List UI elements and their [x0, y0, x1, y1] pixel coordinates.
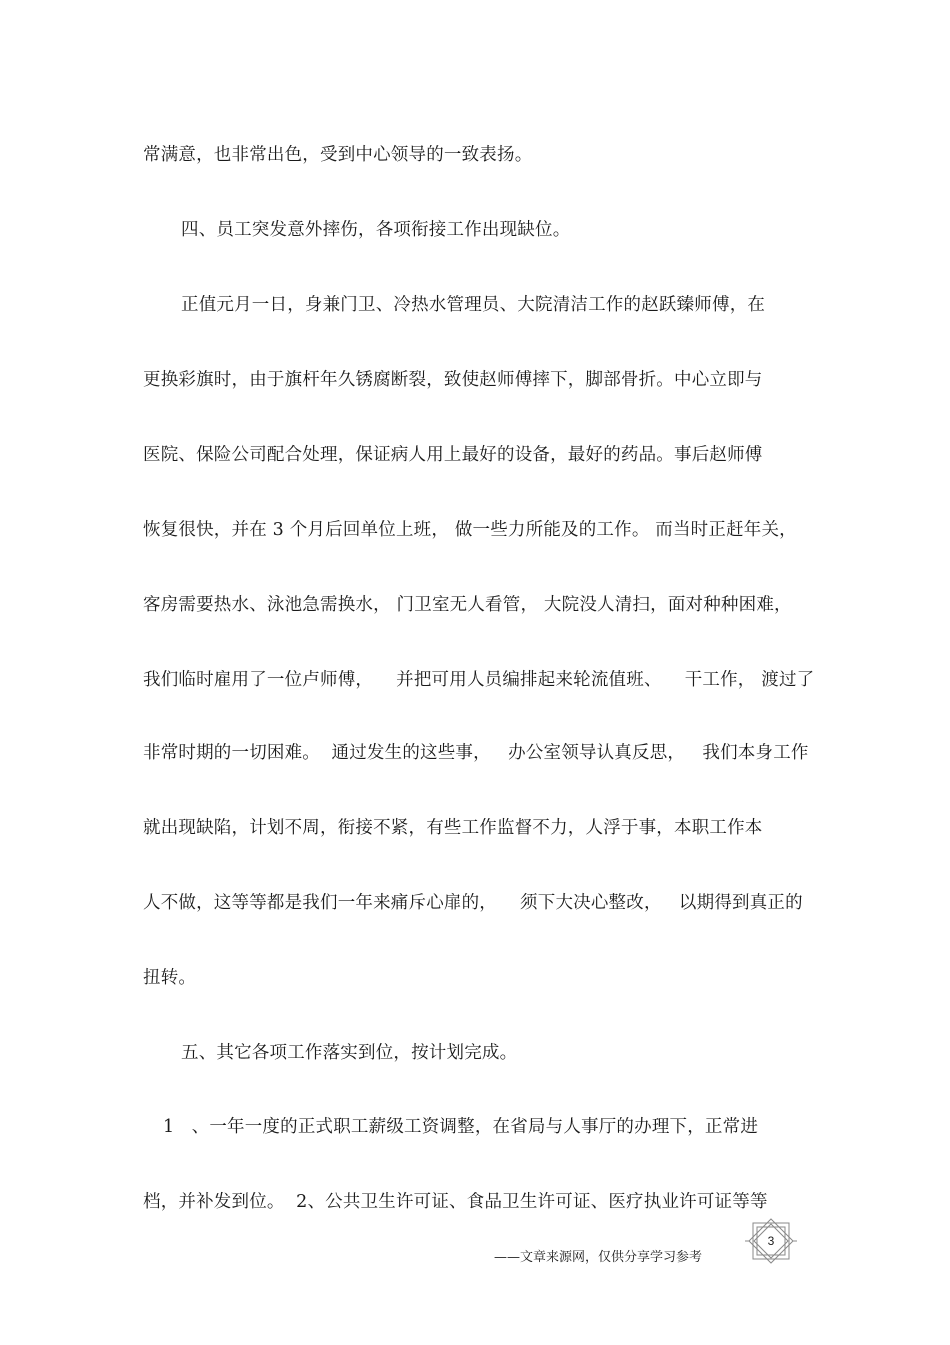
text-line: 人不做，这等等都是我们一年来痛斥心扉的， 须下大决心整改， 以期得到真正的	[143, 893, 803, 913]
text-line: 就出现缺陷，计划不周，衔接不紧，有些工作监督不力，人浮于事，本职工作本	[143, 818, 763, 838]
section-heading-4: 四、员工突发意外摔伤，各项衔接工作出现缺位。	[181, 220, 571, 240]
text-line: 档，并补发到位。 2、公共卫生许可证、食品卫生许可证、医疗执业许可证等等	[143, 1192, 768, 1212]
text-line: 更换彩旗时，由于旗杆年久锈腐断裂，致使赵师傅摔下，脚部骨折。中心立即与	[143, 370, 763, 390]
text-line: 正值元月一日，身兼门卫、冷热水管理员、大院清洁工作的赵跃臻师傅，在	[181, 295, 766, 315]
text-line: 我们临时雇用了一位卢师傅， 并把可用人员编排起来轮流值班、 干工作， 渡过了	[143, 670, 815, 690]
text-line: 非常时期的一切困难。 通过发生的这些事， 办公室领导认真反思， 我们本身工作	[143, 743, 809, 763]
text-line: 恢复很快，并在 3 个月后回单位上班， 做一些力所能及的工作。 而当时正赶年关，	[143, 520, 797, 540]
text-line: 常满意，也非常出色，受到中心领导的一致表扬。	[143, 145, 533, 165]
page-number: 3	[767, 1234, 775, 1248]
section-heading-5: 五、其它各项工作落实到位，按计划完成。	[181, 1043, 518, 1063]
footer-source-note: ——文章来源网，仅供分享学习参考	[494, 1250, 703, 1265]
text-line: 扭转。	[143, 968, 197, 988]
text-line: 医院、保险公司配合处理，保证病人用上最好的设备，最好的药品。事后赵师傅	[143, 445, 763, 465]
text-line: 1 、一年一度的正式职工薪级工资调整，在省局与人事厅的办理下，正常进	[163, 1117, 759, 1137]
text-line: 客房需要热水、泳池急需换水， 门卫室无人看管， 大院没人清扫，面对种种困难，	[143, 595, 792, 615]
